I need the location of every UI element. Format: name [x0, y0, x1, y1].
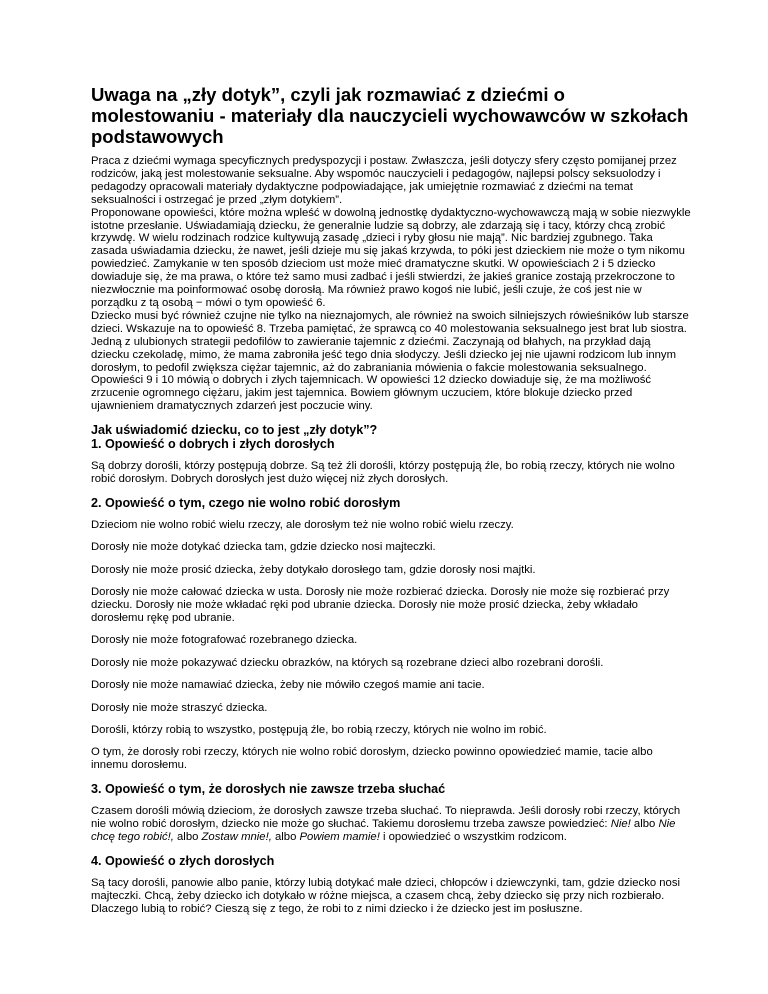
quoted-phrase: Zostaw mnie!,	[201, 831, 272, 844]
question-heading: Jak uświadomić dziecku, co to jest „zły dotyk”?	[91, 423, 378, 438]
intro-paragraph: Dziecko musi być również czujne nie tylko na nieznajomych, ale również na swoich silniejszych rówieśników lub starsze dzieci. Wskazuje na to opowieść 8. Trzeba pamiętać, że sprawcą co 40 molestowania seksualnego jest brat lub siostra.	[91, 309, 689, 335]
section-heading: 3. Opowieść o tym, że dorosłych nie zawsze trzeba słuchać	[91, 782, 446, 797]
section-paragraph: Dorosły nie może straszyć dziecka.	[91, 701, 268, 714]
section-paragraph: Dorosły nie może namawiać dziecka, żeby nie mówiło czegoś mamie ani tacie.	[91, 679, 485, 692]
quoted-phrase: Powiem mamie!	[299, 831, 380, 844]
section-paragraph: Dorosły nie może fotografować rozebranego dziecka.	[91, 634, 358, 647]
section-heading: 4. Opowieść o złych dorosłych	[91, 853, 275, 868]
section-text: albo	[271, 831, 300, 844]
intro-section	[91, 155, 691, 413]
section-heading: 1. Opowieść o dobrych i złych dorosłych	[91, 437, 335, 452]
section-text: albo	[173, 831, 202, 844]
section-text: i opowiedzieć o wszystkim rodzicom.	[379, 831, 567, 844]
section-paragraph: Są tacy dorośli, panowie albo panie, którzy lubią dotykać małe dzieci, chłopców i dziewczynki, tam, gdzie dziecko nosi majteczki. Chcą, żeby dziecko ich dotykało w różne miejsca, a czasem chcą, żeby dziecko się przy nich rozbierało. Dlaczego lubią to robić? Cieszą się z tego, że robi to z nimi dziecko i że dziecko jest im posłuszne.	[91, 876, 680, 915]
section-paragraph: Dorosły nie może całować dziecka w usta. Dorosły nie może rozbierać dziecka. Dorosły nie może się rozbierać przy dziecku. Dorosły nie może wkładać ręki pod ubranie dziecka. Dorosły nie może prosić dziecka, żeby wkładało dorosłemu rękę pod ubranie.	[91, 586, 670, 624]
section-heading: 2. Opowieść o tym, czego nie wolno robić dorosłym	[91, 495, 401, 510]
section-paragraph	[91, 805, 691, 844]
intro-paragraph: Praca z dziećmi wymaga specyficznych predyspozycji i postaw. Zwłaszcza, jeśli dotyczy sfery często pomijanej przez rodziców, jaką jest molestowanie seksualne. Aby wspomóc nauczycieli i pedagogów, najlepsi polscy seksuolodzy i pedagodzy opracowali materiały dydaktyczne podpowiadające, jak umiejętnie rozmawiać z dziećmi na temat seksualności i ostrzegać je przed „złym dotykiem”.	[91, 155, 677, 206]
section-paragraph: Dorosły nie może dotykać dziecka tam, gdzie dziecko nosi majteczki.	[91, 541, 436, 554]
quoted-phrase: Nie chcę tego robić!,	[91, 818, 676, 844]
document-title: Uwaga na „zły dotyk”, czyli jak rozmawiać z dziećmi o molestowaniu - materiały dla nauczycieli wychowawców w szkołach podstawowych	[91, 84, 689, 147]
section-paragraph: Dzieciom nie wolno robić wielu rzeczy, ale dorosłym też nie wolno robić wielu rzeczy.	[91, 518, 514, 531]
section-text: Czasem dorośli mówią dzieciom, że dorosłych zawsze trzeba słuchać. To nieprawda. Jeśli dorosły robi rzeczy, których nie wolno robić dorosłym, dziecko nie może go słuchać. Takiemu dorosłemu trzeba zawsze powiedzieć:	[91, 805, 681, 831]
quoted-phrase: Nie!	[610, 818, 631, 831]
intro-paragraph: Proponowane opowieści, które można wpleść w dowolną jednostkę dydaktyczno-wychowawczą mają w sobie niezwykle istotne przesłanie. Uświadamiają dziecku, że generalnie ludzie są dobrzy, ale zdarzają się i tacy, którzy chcą zrobić krzywdę. W wielu rodzinach rodzice kultywują zasadę „dzieci i ryby głosu nie mają”. Nic bardziej zgubnego. Taka zasada uświadamia dziecku, że nawet, jeśli dzieje mu się jakaś krzywda, to póki jest dzieckiem nie może o tym nikomu powiedzieć. Zamykanie w ten sposób dzieciom ust może mieć dramatyczne skutki. W opowieściach 2 i 5 dziecko dowiaduje się, że ma prawa, o które też samo musi zadbać i jeśli stwierdzi, że jakieś granice zostają przekroczone to niezwłocznie ma poinformować osobę dorosłą. Ma również prawo kogoś nie lubić, jeśli czuje, że coś jest nie w porządku z tą osobą − mówi o tym opowieść 6.	[91, 206, 691, 309]
intro-paragraph: Jedną z ulubionych strategii pedofilów to zawieranie tajemnic z dziećmi. Zaczynają od błahych, na przykład dają dziecku czekoladę, mimo, że mama zabroniła jeść tego dnia słodyczy. Jeśli dziecko jej nie ujawni rodzicom lub innym dorosłym, to pedofil zwiększa ciężar tajemnic, aż do zabraniania mówienia o fakcie molestowania seksualnego. Opowieści 9 i 10 mówią o dobrych i złych tajemnicach. W opowieści 12 dziecko dowiaduje się, że ma możliwość zrzucenie ogromnego ciężaru, jakim jest tajemnica. Bowiem głównym uczuciem, które blokuje dziecko przed ujawnieniem dramatycznych zdarzeń jest poczucie winy.	[91, 335, 676, 413]
question-block	[91, 423, 691, 451]
section-paragraph: Dorośli, którzy robią to wszystko, postępują źle, bo robią rzeczy, których nie wolno im robić.	[91, 724, 547, 736]
section-paragraph: Dorosły nie może pokazywać dziecku obrazków, na których są rozebrane dzieci albo rozebrani dorośli.	[91, 656, 604, 669]
document-page	[91, 84, 691, 925]
section-paragraph: Dorosły nie może prosić dziecka, żeby dotykało dorosłego tam, gdzie dorosły nosi majtki.	[91, 563, 536, 576]
section-paragraph: O tym, że dorosły robi rzeczy, których nie wolno robić dorosłym, dziecko powinno opowiedzieć mamie, tacie albo innemu dorosłemu.	[91, 746, 653, 772]
section-text: albo	[630, 818, 659, 831]
section-paragraph: Są dobrzy dorośli, którzy postępują dobrze. Są też źli dorośli, którzy postępują źle, bo robią rzeczy, których nie wolno robić dorosłym. Dobrych dorosłych jest dużo więcej niż złych dorosłych.	[91, 460, 675, 486]
